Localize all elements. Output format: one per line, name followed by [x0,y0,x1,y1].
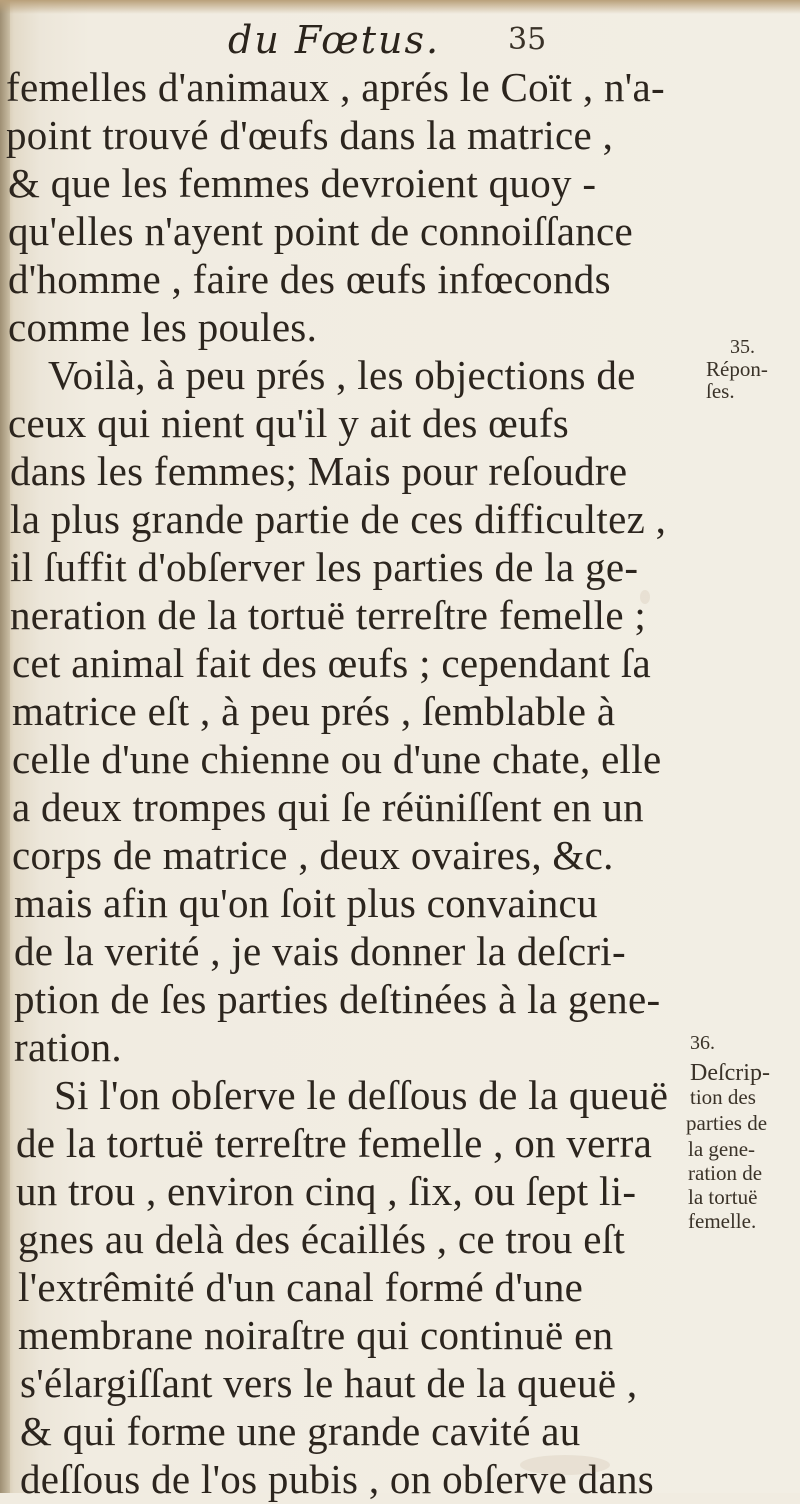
text-line: il ſuffit d'obſerver les parties de la ge- [10,544,639,590]
text-line: deſſous de l'os pubis , on obſerve dans [20,1456,655,1502]
text-line: point trouvé d'œufs dans la matrice , [6,112,614,158]
text-line: qu'elles n'ayent point de connoiſſance [8,208,634,254]
paper-stain [520,1455,610,1475]
ink-spot [640,590,650,604]
page-top-edge [0,0,800,14]
text-line: mais afin qu'on ſoit plus convaincu [14,880,598,926]
text-line: de la tortuë terreſtre femelle , on verra [16,1120,653,1166]
running-title: du Fœtus. [228,18,441,62]
margin-note-line: femelle. [688,1209,757,1233]
text-line: comme les poules. [8,304,318,350]
text-line: de la verité , je vais donner la deſcri- [14,928,626,974]
text-line: ration. [14,1024,122,1070]
text-line: neration de la tortuë terreſtre femelle ; [10,592,647,638]
text-line: celle d'une chienne ou d'une chate, elle [12,736,662,782]
margin-note-number: 35. [730,336,755,358]
text-line: & que les femmes devroient quoy - [8,160,597,206]
page-header [0,14,800,64]
margin-note-line: Répon- [706,357,768,381]
text-line: l'extrêmité d'un canal formé d'une [18,1264,584,1310]
margin-note-line: la gene- [688,1137,756,1161]
text-line: un trou , environ cinq , ſix, ou ſept li- [16,1168,637,1214]
text-line: a deux trompes qui ſe réüniſſent en un [12,784,644,830]
text-line: femelles d'animaux , aprés le Coït , n'a- [6,64,665,110]
text-line: d'homme , faire des œufs infœconds [8,256,611,302]
text-line: Si l'on obſerve le deſſous de la queuë [54,1072,669,1118]
text-line: la plus grande partie de ces difficultez , [10,496,667,542]
text-line: & qui forme une grande cavité au [20,1408,581,1454]
margin-note-line: ſes. [706,379,735,403]
margin-note-line: la tortuë [688,1185,758,1209]
text-line: ceux qui nient qu'il y ait des œufs [8,400,570,446]
margin-note-line: Deſcrip- [690,1060,770,1086]
text-line: gnes au delà des écaillés , ce trou eſt [18,1216,626,1262]
margin-note-line: tion des [690,1085,756,1109]
page-number: 35 [508,22,547,57]
text-line: Voilà, à peu prés , les objections de [48,352,636,398]
margin-note-line: parties de [686,1111,768,1135]
margin-note-line: ration de [688,1161,763,1185]
text-line: s'élargiſſant vers le haut de la queuë , [20,1360,638,1406]
text-line: cet animal fait des œufs ; cependant ſa [12,640,651,686]
text-line: corps de matrice , deux ovaires, &c. [12,832,614,878]
text-line: ption de ſes parties deſtinées à la gene- [14,976,661,1022]
text-line: matrice eſt , à peu prés , ſemblable à [12,688,616,734]
margin-note-number: 36. [690,1032,715,1054]
text-line: membrane noiraſtre qui continuë en [18,1312,614,1358]
text-line: dans les femmes; Mais pour reſoudre [10,448,628,494]
